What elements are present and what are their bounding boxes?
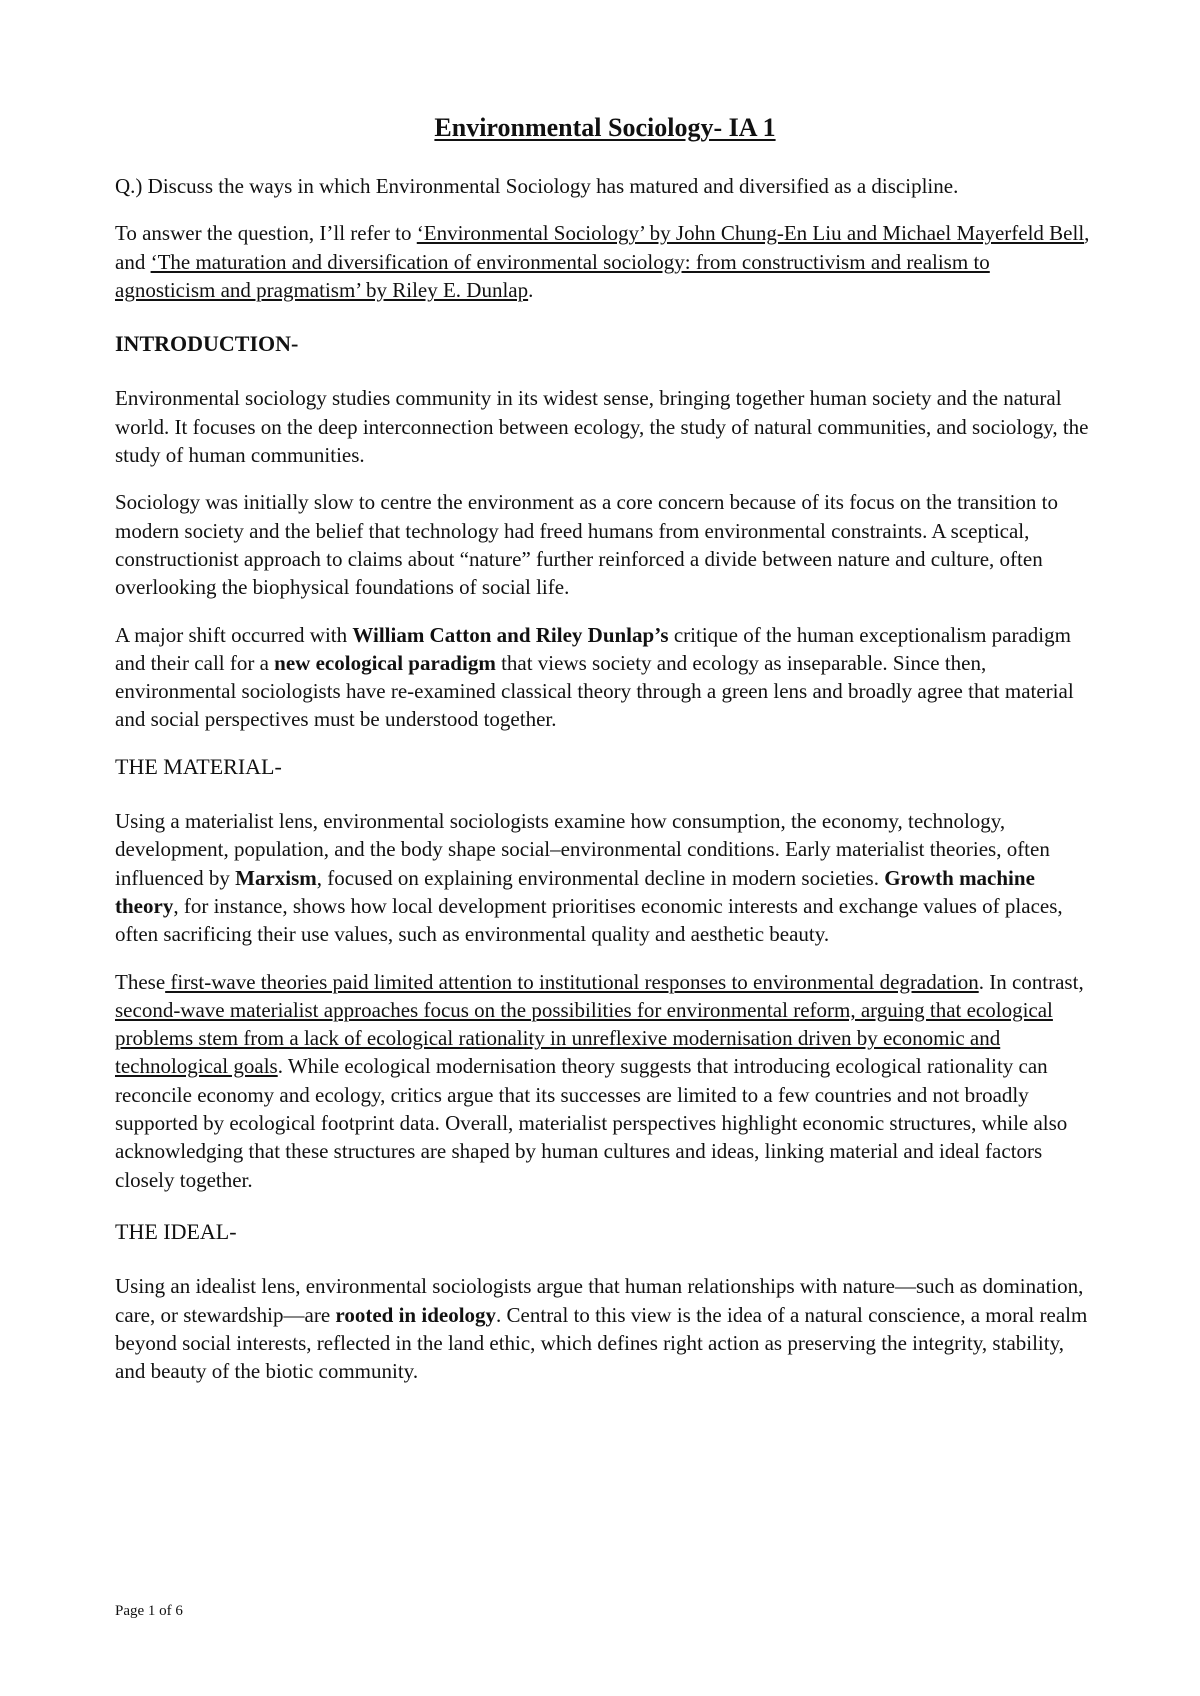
material-paragraph-1 xyxy=(115,807,1095,948)
material-p1-text-c: , focused on explaining environmental decline in modern societies. xyxy=(316,865,885,890)
references-joiner: , and xyxy=(115,221,1090,274)
ideal-paragraph-1 xyxy=(115,1272,1095,1385)
material-paragraph-2 xyxy=(115,968,1095,1194)
material-p1-text-e: , for instance, shows how local development prioritises economic interests and exchange values of places, often sacrificing their use values, such as environmental quality and aesthetic beauty. xyxy=(115,893,1063,947)
ideal-p1-text-c: . Central to this view is the idea of a natural conscience, a moral realm beyond social interests, reflected in the land ethic, which defines right action as preserving the integrity, stability, and beauty of the biotic community. xyxy=(115,1302,1088,1384)
intro-p3-bold-authors: William Catton and Riley Dunlap’s xyxy=(352,622,669,647)
material-p2-text-a: These xyxy=(115,969,166,994)
document-title: Environmental Sociology- IA 1 xyxy=(434,113,776,142)
introduction-paragraph-2: Sociology was initially slow to centre the environment as a core concern because of its focus on the transition to modern society and the belief that technology had freed humans from environmental constraints. A sceptical, constructionist approach to claims about “nature” further reinforced a divide between nature and culture, often overlooking the biophysical foundations of social life. xyxy=(115,490,1058,600)
material-p2-text-c: . In contrast, xyxy=(978,969,1084,994)
introduction-paragraph-1: Environmental sociology studies community in its widest sense, bringing together human society and the natural world. It focuses on the deep interconnection between ecology, the study of natural communities, and sociology, the study of human communities. xyxy=(115,386,1089,468)
ideal-p1-bold-ideology: rooted in ideology xyxy=(335,1302,497,1327)
introduction-paragraph-3 xyxy=(115,621,1095,734)
document-body xyxy=(115,112,1095,1404)
references-paragraph xyxy=(115,219,1095,304)
material-p1-text-a: Using a materialist lens, environmental sociologists examine how consumption, the economy, technology, development, population, and the body shape social–environmental conditions. Early materialist theories, often influenced by xyxy=(115,809,1050,890)
ideal-p1-text-a: Using an idealist lens, environmental sociologists argue that human relationships with nature—such as domination, care, or stewardship—are xyxy=(115,1274,1084,1327)
heading-ideal: THE IDEAL- xyxy=(115,1218,237,1244)
heading-introduction: INTRODUCTION- xyxy=(115,331,299,357)
reference-liu-bell: ‘Environmental Sociology’ by John Chung-En Liu and Michael Mayerfeld Bell xyxy=(416,221,1085,246)
heading-material: THE MATERIAL- xyxy=(115,753,282,779)
question-paragraph: Q.) Discuss the ways in which Environmental Sociology has matured and diversified as a discipline. xyxy=(115,174,959,198)
material-p1-bold-marxism: Marxism xyxy=(235,865,317,890)
material-p2-underline-second-wave: second-wave materialist approaches focus on the possibilities for environmental reform, arguing that ecological problems stem from a lack of ecological rationality in unreflexive modernisation driven by economic and technological goals xyxy=(115,997,1053,1079)
intro-p3-text-a: A major shift occurred with xyxy=(115,622,353,647)
material-p1-bold-growth-machine: Growth machine theory xyxy=(115,865,1035,918)
references-lead: To answer the question, I’ll refer to xyxy=(115,221,417,246)
references-end: . xyxy=(528,277,534,302)
intro-p3-text-c: critique of the human exceptionalism paradigm and their call for a xyxy=(115,622,1071,675)
intro-p3-bold-paradigm: new ecological paradigm xyxy=(274,650,496,675)
material-p2-underline-first-wave: first-wave theories paid limited attention to institutional responses to environmental degradation xyxy=(165,969,979,994)
material-p2-text-e: . While ecological modernisation theory suggests that introducing ecological rationality can reconcile economy and ecology, critics argue that its successes are limited to a few countries and not broadly supported by ecological footprint data. Overall, materialist perspectives highlight economic structures, while also acknowledging that these structures are shaped by human cultures and ideas, linking material and ideal factors closely together. xyxy=(115,1054,1068,1192)
intro-p3-text-e: that views society and ecology as inseparable. Since then, environmental sociologists have re-examined classical theory through a green lens and broadly agree that material and social perspectives must be understood together. xyxy=(115,650,1074,732)
reference-dunlap: ‘The maturation and diversification of environmental sociology: from constructivism and realism to agnosticism and pragmatism’ by Riley E. Dunlap xyxy=(115,249,990,302)
page-number-footer: Page 1 of 6 xyxy=(115,1603,183,1619)
